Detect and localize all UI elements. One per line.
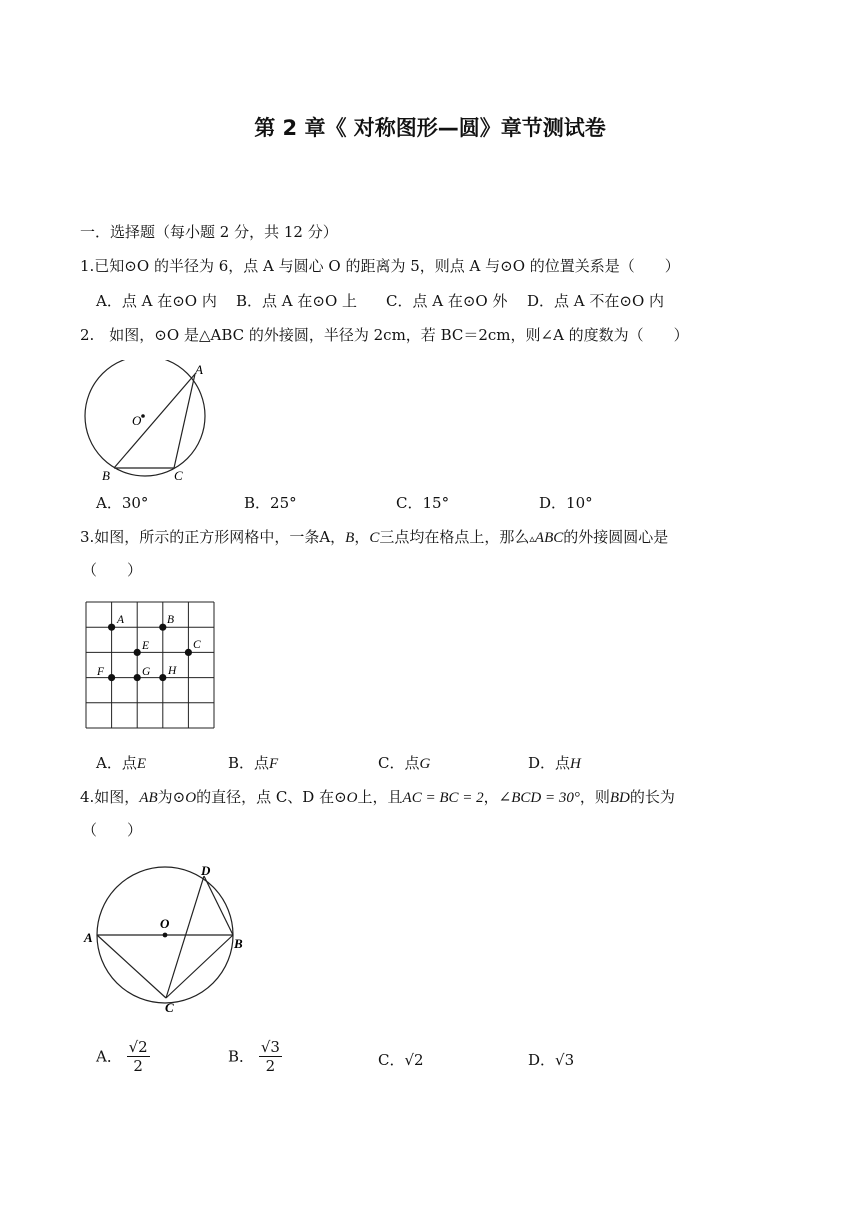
q3-stem-abc: ABC — [534, 530, 564, 546]
q3-stem-part3: 的外接圆圆心是 — [563, 528, 669, 546]
q4-option-a-fraction: $\frac{√2}{2}$ — [128, 1038, 148, 1075]
q2-option-d: D．10° — [539, 494, 593, 512]
q4-option-c-value: √2 — [404, 1051, 424, 1069]
q3-point-e — [134, 649, 141, 656]
q3-point-h — [159, 674, 166, 681]
q1-option-a: A．点 A 在⊙O 内 — [96, 292, 217, 310]
q2-center-point — [141, 414, 145, 418]
q3-point-f — [108, 674, 115, 681]
q3-point-c — [185, 649, 192, 656]
q4-stem-o: O — [185, 790, 197, 806]
q4-option-b: B． $\frac{√3}{2}$ — [228, 1038, 280, 1075]
q3-grid-figure — [84, 598, 218, 732]
q3-stem-bracket: （ ） — [82, 561, 143, 579]
q1-option-d: D．点 A 不在⊙O 内 — [527, 292, 665, 310]
q3-stem-b: B — [345, 530, 355, 546]
q3-label-b: B — [167, 614, 175, 626]
q3-triangle-symbol: ▵ — [529, 532, 535, 545]
q3-option-b-var: F — [269, 756, 279, 772]
q3-stem-sep: ， — [354, 528, 370, 546]
q2-segment-ab — [114, 374, 195, 468]
q2-label-a: A — [195, 362, 203, 377]
q4-option-d: D．√3 — [528, 1051, 575, 1069]
page-title: 第 2 章《 对称图形—圆》章节测试卷 — [254, 116, 606, 140]
q3-option-b: B．点F — [228, 754, 279, 772]
q3-stem — [80, 527, 668, 549]
q3-option-a: A．点E — [96, 754, 147, 772]
q3-label-e: E — [142, 640, 150, 652]
q3-label-h: H — [168, 665, 177, 677]
q3-point-a — [108, 624, 115, 631]
q3-grid-lines — [86, 602, 214, 728]
q3-option-c: C．点G — [378, 754, 431, 772]
q2-option-c: C．15° — [396, 494, 450, 512]
q3-label-g: G — [142, 666, 151, 678]
q3-option-d-var: H — [570, 756, 581, 772]
q1-option-c: C．点 A 在⊙O 外 — [386, 292, 508, 310]
q3-option-c-var: G — [419, 756, 431, 772]
q4-option-b-fraction: $\frac{√3}{2}$ — [260, 1038, 280, 1075]
q4-label-a: A — [84, 930, 93, 945]
q3-option-a-var: E — [136, 756, 147, 772]
q3-stem-part2: 三点均在格点上，那么 — [379, 528, 530, 546]
q4-label-o: O — [160, 916, 170, 931]
q3-point-g — [134, 674, 141, 681]
q4-option-d-value: √3 — [555, 1051, 575, 1069]
q2-label-b: B — [102, 468, 110, 483]
section-heading: 一．选择题（每小题 2 分，共 12 分） — [80, 223, 338, 241]
q4-option-a: A． $\frac{√2}{2}$ — [96, 1038, 148, 1075]
q2-circle — [85, 360, 205, 476]
q3-point-b — [159, 624, 166, 631]
q3-stem-c: C — [369, 530, 380, 546]
q4-center-point — [163, 933, 168, 938]
q4-stem-bd: BD — [609, 790, 630, 806]
q3-stem-part1: 3.如图，所示的正方形网格中，一条A， — [80, 528, 346, 546]
q1-option-b: B．点 A 在⊙O 上 — [236, 292, 358, 310]
q4-stem-eq2: ∠BCD = 30° — [498, 790, 580, 806]
q3-label-c: C — [193, 639, 201, 651]
q4-label-d: D — [201, 863, 211, 878]
q4-stem-eq1: AC = BC = 2 — [402, 790, 484, 806]
q4-stem-bracket: （ ） — [82, 821, 143, 839]
q3-label-f: F — [97, 666, 105, 678]
q4-option-c: C．√2 — [378, 1051, 424, 1069]
q1-stem: 1.已知⊙O 的半径为 6，点 A 与圆心 O 的距离为 5，则点 A 与⊙O 的位置关系是（ ） — [80, 257, 680, 275]
q4-stem-ab: AB — [139, 790, 158, 806]
q4-figure — [80, 858, 256, 1018]
q2-option-a: A．30° — [96, 494, 149, 512]
q4-segment-bd — [204, 876, 233, 935]
q2-figure — [78, 360, 218, 486]
q2-label-o: O — [132, 413, 142, 428]
q2-stem: 2. 如图，⊙O 是△ABC 的外接圆，半径为 2cm，若 BC＝2cm，则∠A 的度数为（ ） — [80, 326, 689, 344]
q2-label-c: C — [174, 468, 183, 483]
q4-stem-o2: O — [346, 790, 358, 806]
q4-label-c: C — [165, 1000, 174, 1015]
q4-stem: 4.如图，AB为⊙O的直径，点 C、D 在⊙O上，且AC = BC = 2，∠BCD = 30°，则BD的长为 — [80, 788, 675, 806]
q4-segment-ac — [97, 935, 166, 998]
q3-option-d: D．点H — [528, 754, 581, 772]
q4-label-b: B — [234, 936, 243, 951]
q3-label-a: A — [117, 614, 125, 626]
q2-option-b: B．25° — [244, 494, 297, 512]
